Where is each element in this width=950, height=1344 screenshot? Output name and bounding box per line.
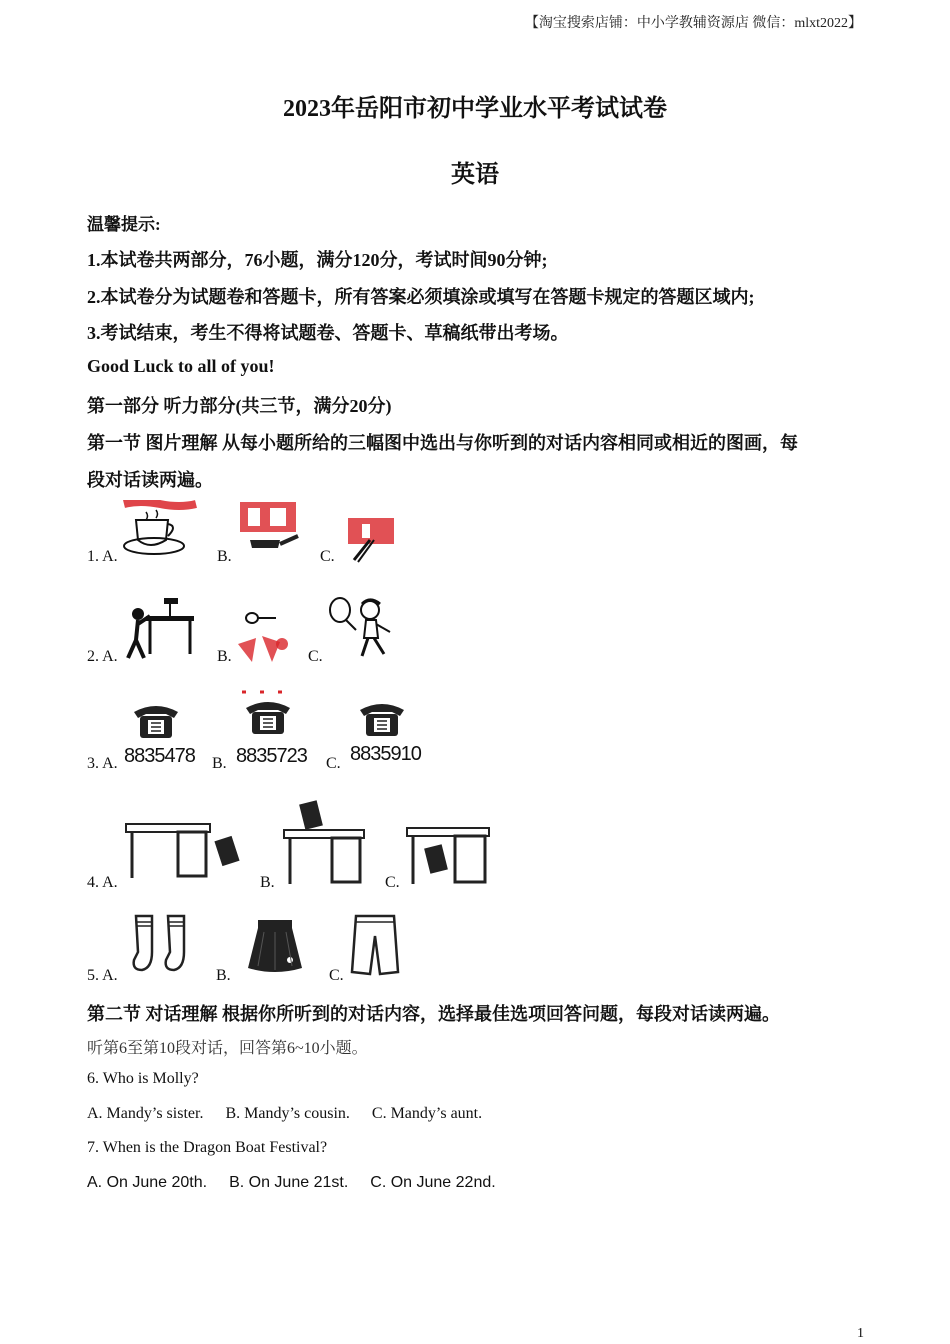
tip-line-1: 1.本试卷共两部分，76小题，满分120分，考试时间90分钟; <box>87 250 548 270</box>
question-7-option-a[interactable]: A. On June 20th. <box>87 1174 208 1191</box>
q5-label-b: B. <box>216 967 231 984</box>
q1-label-a: 1. A. <box>87 548 118 565</box>
shorts-icon <box>350 912 400 978</box>
section2-title: 第二节 对话理解 根据你所听到的对话内容，选择最佳选项回答问题，每段对话读两遍。 <box>87 1004 780 1024</box>
telephone-icon <box>242 690 294 738</box>
phone-number-a: 8835478 <box>124 745 195 767</box>
question-7-options <box>87 1174 514 1192</box>
question-6-options <box>87 1105 500 1123</box>
tips-heading: 温馨提示: <box>87 215 161 234</box>
tip-line-2: 2.本试卷分为试题卷和答题卡，所有答案必须填涂或填写在答题卡规定的答题区域内; <box>87 287 755 307</box>
badminton-icon <box>236 604 294 664</box>
question-6-option-c[interactable]: C. Mandy’s aunt. <box>371 1105 483 1122</box>
q4-label-c: C. <box>385 874 400 891</box>
question-6-stem: 6. Who is Molly? <box>87 1070 199 1087</box>
frying-pan-icon <box>236 500 302 558</box>
tip-line-3: 3.考试结束，考生不得将试题卷、答题卡、草稿纸带出考场。 <box>87 323 569 343</box>
q5-label-a: 5. A. <box>87 967 118 984</box>
question-7-stem: 7. When is the Dragon Boat Festival? <box>87 1139 328 1156</box>
question-7-option-c[interactable]: C. On June 22nd. <box>370 1174 496 1191</box>
q2-label-c: C. <box>308 648 323 665</box>
q3-label-a: 3. A. <box>87 755 118 772</box>
table-tennis-icon <box>124 592 198 660</box>
tennis-player-icon <box>326 592 400 662</box>
telephone-icon <box>356 698 408 740</box>
chopsticks-icon <box>340 512 400 564</box>
skirt-icon <box>244 916 306 976</box>
header-note: 【淘宝搜索店铺：中小学教辅资源店 微信：mlxt2022】 <box>524 16 862 31</box>
question-6-option-a[interactable]: A. Mandy’s sister. <box>87 1105 204 1122</box>
q2-label-b: B. <box>217 648 232 665</box>
q1-label-b: B. <box>217 548 232 565</box>
q3-label-c: C. <box>326 755 341 772</box>
section2-instruction: 听第6至第10段对话，回答第6~10小题。 <box>87 1040 368 1057</box>
socks-icon <box>130 912 196 976</box>
question-6-option-b[interactable]: B. Mandy’s cousin. <box>225 1105 350 1122</box>
question-7-option-b[interactable]: B. On June 21st. <box>229 1174 349 1191</box>
q4-label-b: B. <box>260 874 275 891</box>
section1-line-1: 第一节 图片理解 从每小题所给的三幅图中选出与你听到的对话内容相同或相近的图画，每 <box>87 433 798 453</box>
page-number: 1 <box>857 1326 864 1341</box>
q2-label-a: 2. A. <box>87 648 118 665</box>
q5-label-c: C. <box>329 967 344 984</box>
q4-label-a: 4. A. <box>87 874 118 891</box>
q1-label-c: C. <box>320 548 335 565</box>
telephone-icon <box>130 700 182 742</box>
book-under-desk-icon <box>405 824 491 888</box>
q3-label-b: B. <box>212 755 227 772</box>
page-title: 2023年岳阳市初中学业水平考试试卷 <box>283 96 667 122</box>
tea-cup-icon <box>120 500 200 562</box>
phone-number-c: 8835910 <box>350 743 421 765</box>
phone-number-b: 8835723 <box>236 745 307 767</box>
good-luck-line: Good Luck to all of you! <box>87 356 275 376</box>
book-on-desk-icon <box>282 800 368 888</box>
book-beside-desk-icon <box>124 820 244 886</box>
subject-title: 英语 <box>451 162 499 188</box>
section1-line-2: 段对话读两遍。 <box>87 470 213 490</box>
part1-title: 第一部分 听力部分(共三节，满分20分) <box>87 396 392 416</box>
